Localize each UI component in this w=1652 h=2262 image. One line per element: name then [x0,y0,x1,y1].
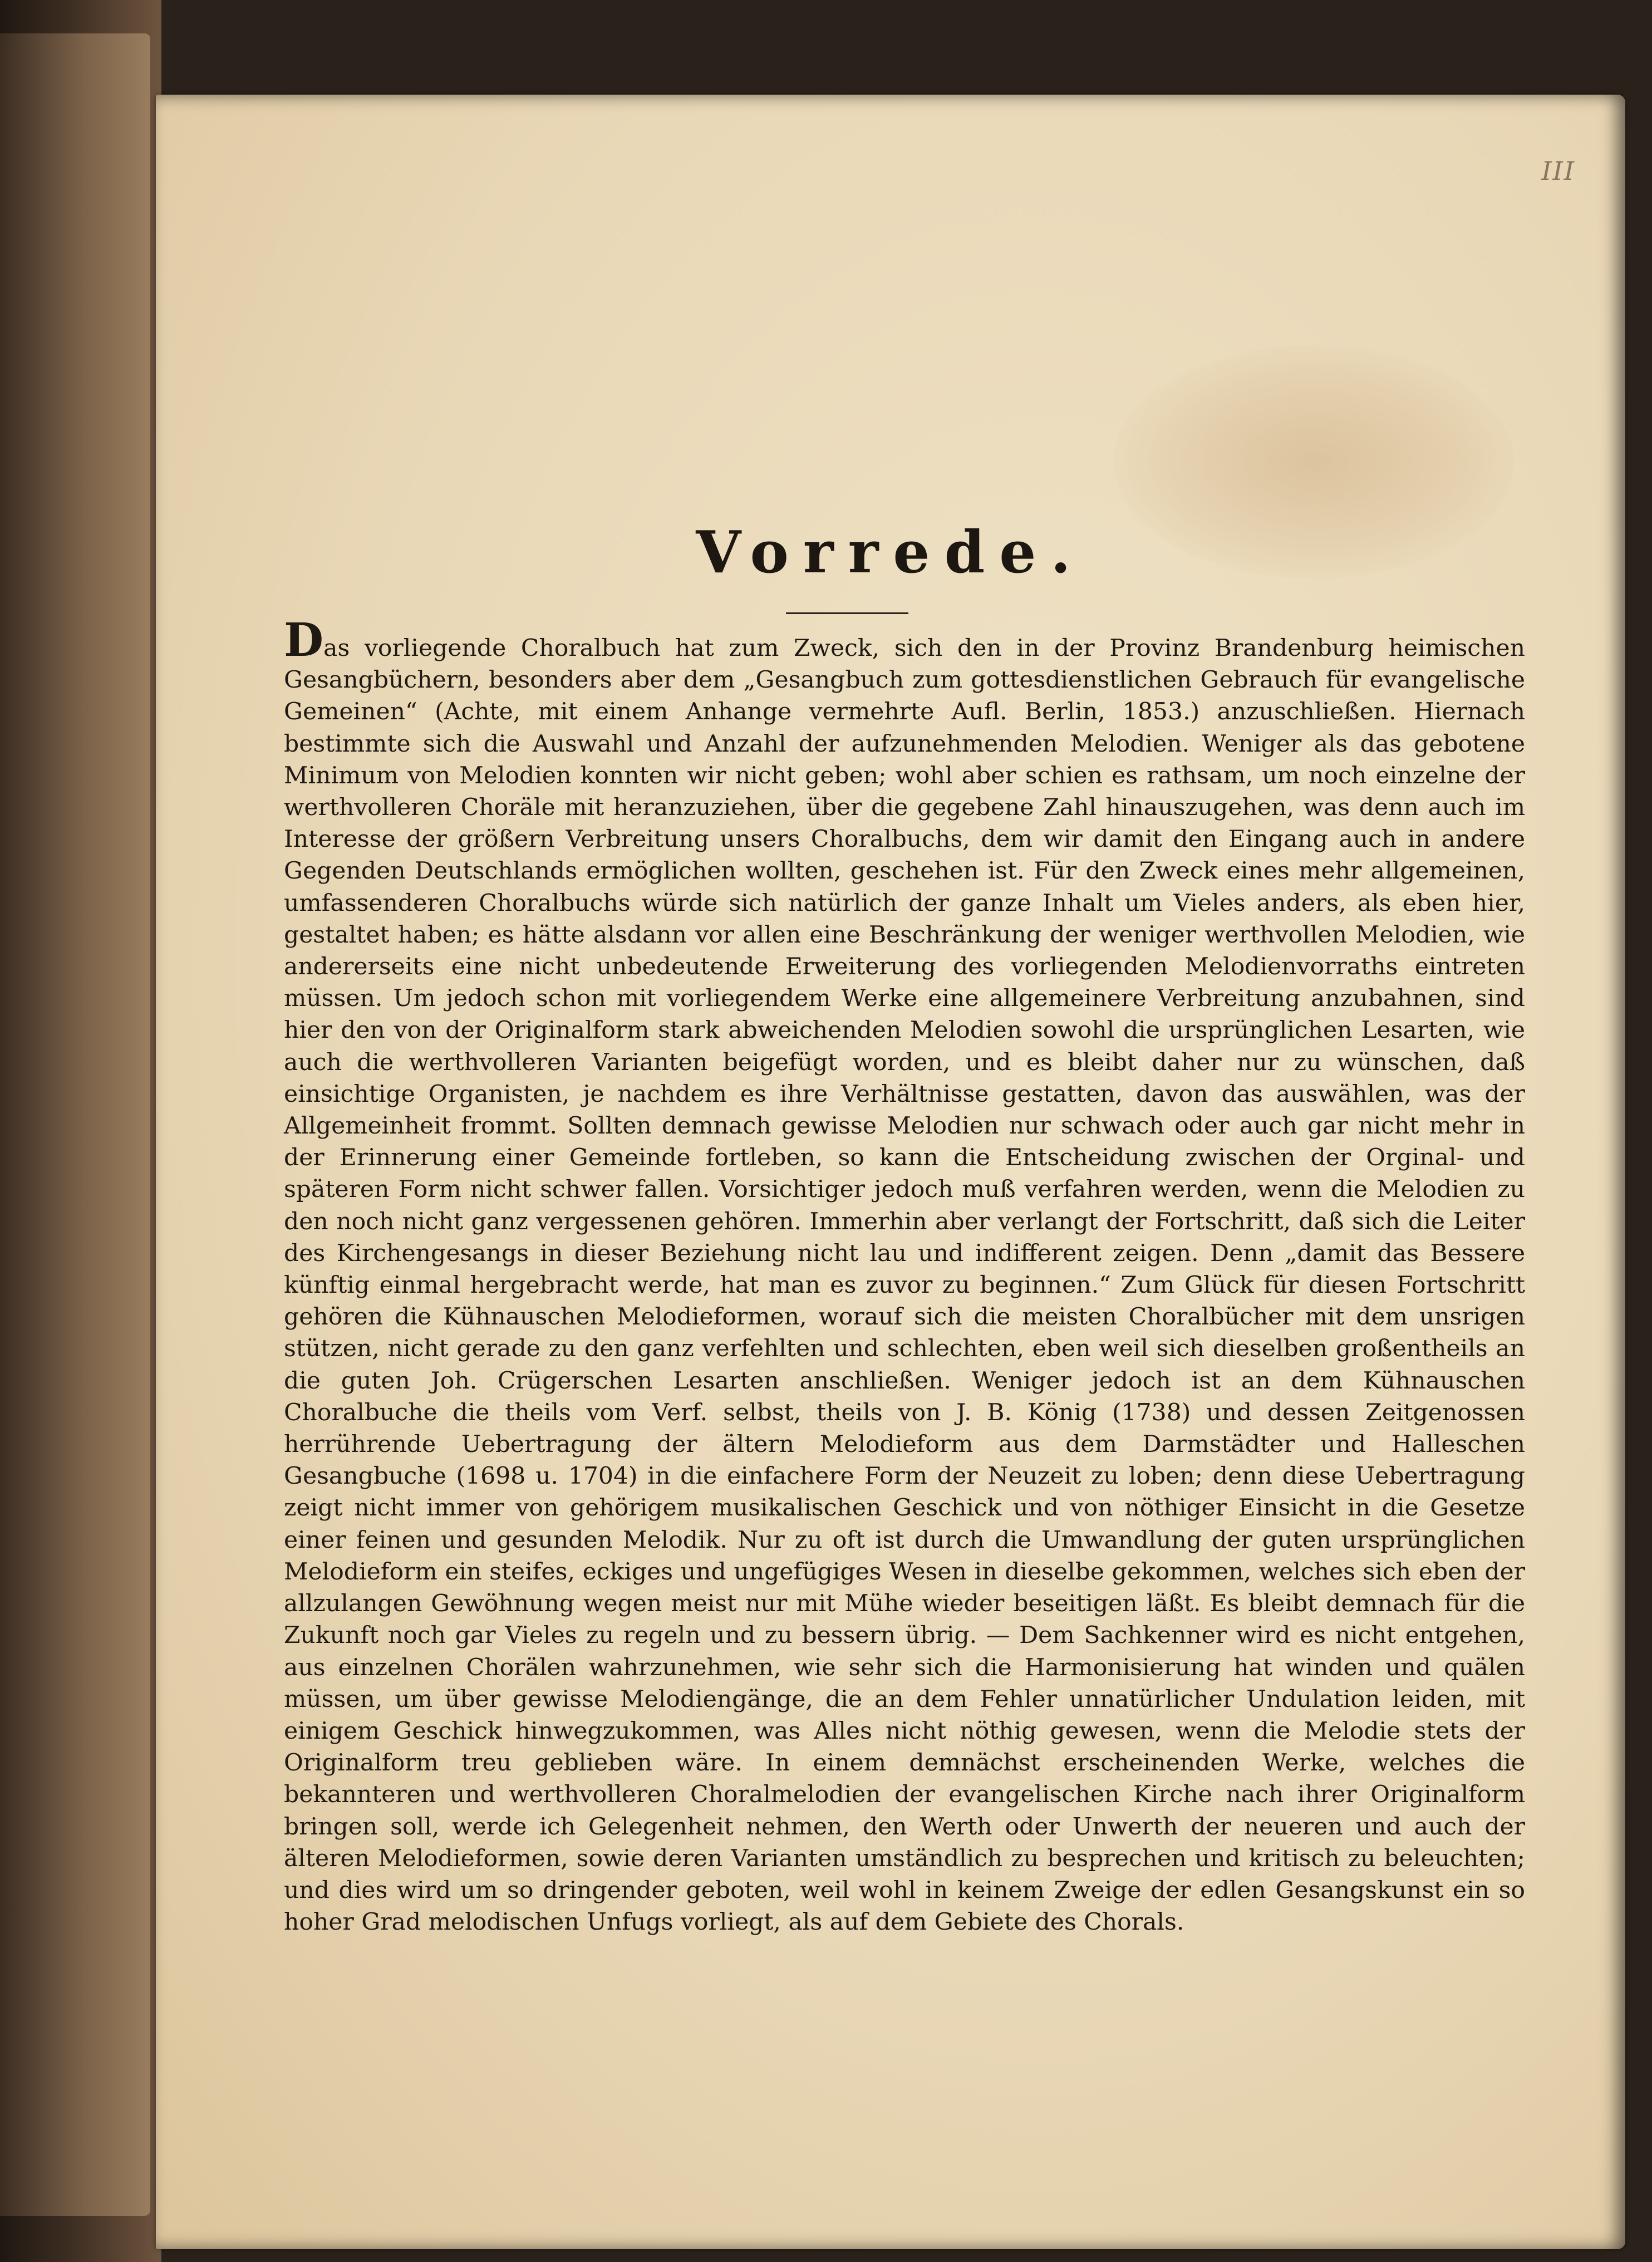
left-page-edge [0,33,150,2216]
title-divider [786,612,908,614]
drop-cap: D [284,614,324,667]
book-page [156,95,1625,2249]
preface-body [284,614,1525,1938]
page-title: Vorrede. [696,518,1085,586]
preface-text: as vorliegende Choralbuch hat zum Zweck, sich den in der Provinz Brandenburg heimischen Gesangbüchern, besonders aber dem „Gesangbuch zum gottesdienstlichen Gebrauch für evangelische Gemeinen“ (Achte, mit einem Anhange vermehrte Aufl. Berlin, 1853.) anzuschließen. Hiernach bestimmte sich die Auswahl und Anzahl der aufzunehmenden Melodien. Weniger als das gebotene Minimum von Melodien konnten wir nicht geben; wohl aber schien es rathsam, um noch einzelne der werthvolleren Choräle mit heranzuziehen, über die gegebene Zahl hinauszugehen, was denn auch im Interesse der größern Verbreitung unsers Choralbuchs, dem wir damit den Eingang auch in andere Gegenden Deutschlands ermöglichen wollten, geschehen ist. Für den Zweck eines mehr allgemeinen, umfassenderen Choralbuchs würde sich natürlich der ganze Inhalt um Vieles anders, als eben hier, gestaltet haben; es hätte alsdann vor allen eine Beschränkung der weniger werthvollen Melodien, wie andererseits eine nicht unbedeutende Erweiterung des vorliegenden Melodienvorraths eintreten müssen. Um jedoch schon mit vorliegendem Werke eine allgemeinere Verbreitung anzubahnen, sind hier den von der Originalform stark abweichenden Melodien sowohl die ursprünglichen Lesarten, wie auch die werthvolleren Varianten beigefügt worden, und es bleibt daher nur zu wünschen, daß einsichtige Organisten, je nachdem es ihre Verhältnisse gestatten, davon das auswählen, was der Allgemeinheit frommt. Sollten demnach gewisse Melodien nur schwach oder auch gar nicht mehr in der Erinnerung einer Gemeinde fortleben, so kann die Entscheidung zwischen der Orginal- und späteren Form nicht schwer fallen. Vorsichtiger jedoch muß verfahren werden, wenn die Melodien zu den noch nicht ganz vergessenen gehören. Immerhin aber verlangt der Fortschritt, daß sich die Leiter des Kirchengesangs in dieser Beziehung nicht lau und indifferent zeigen. Denn „damit das Bessere künftig einmal hergebracht werde, hat man es zuvor zu beginnen.“ Zum Glück für diesen Fortschritt gehören die Kühnauschen Melodieformen, worauf sich die meisten Choralbücher mit dem unsrigen stützen, nicht gerade zu den ganz verfehlten und schlechten, eben weil sich dieselben großentheils an die guten Joh. Crügerschen Lesarten anschließen. Weniger jedoch ist an dem Kühnauschen Choralbuche die theils vom Verf. selbst, theils von J. B. König (1738) und dessen Zeitgenossen herrührende Uebertragung der ältern Melodieform aus dem Darmstädter und Halleschen Gesangbuche (1698 u. 1704) in die einfachere Form der Neuzeit zu loben; denn diese Uebertragung zeigt nicht immer von gehörigem musikalischen Geschick und von nöthiger Einsicht in die Gesetze einer feinen und gesunden Melodik. Nur zu oft ist durch die Umwandlung der guten ursprünglichen Melodieform ein steifes, eckiges und ungefügiges Wesen in dieselbe gekommen, welches sich eben der allzulangen Gewöhnung wegen meist nur mit Mühe wieder beseitigen läßt. Es bleibt demnach für die Zukunft noch gar Vieles zu regeln und zu bessern übrig. — Dem Sachkenner wird es nicht entgehen, aus einzelnen Chorälen wahrzunehmen, wie sehr sich die Harmonisierung hat winden und quälen müssen, um über gewisse Melodiengänge, die an dem Fehler unnatürlicher Undulation leiden, mit einigem Geschick hinwegzukommen, was Alles nicht nöthig gewesen, wenn die Melodie stets der Originalform treu geblieben wäre. In einem demnächst erscheinenden Werke, welches die bekannteren und werthvolleren Choralmelodien der evangelischen Kirche nach ihrer Originalform bringen soll, werde ich Gelegenheit nehmen, den Werth oder Unwerth der neueren und auch der älteren Melodieformen, sowie deren Varianten umständlich zu besprechen und kritisch zu beleuchten; und dies wird um so dringender geboten, weil wohl in keinem Zweige der edlen Gesangskunst ein so hoher Grad melodischen Unfugs vorliegt, als auf dem Gebiete des Chorals. [284,635,1525,1936]
page-number: III [1541,156,1575,186]
